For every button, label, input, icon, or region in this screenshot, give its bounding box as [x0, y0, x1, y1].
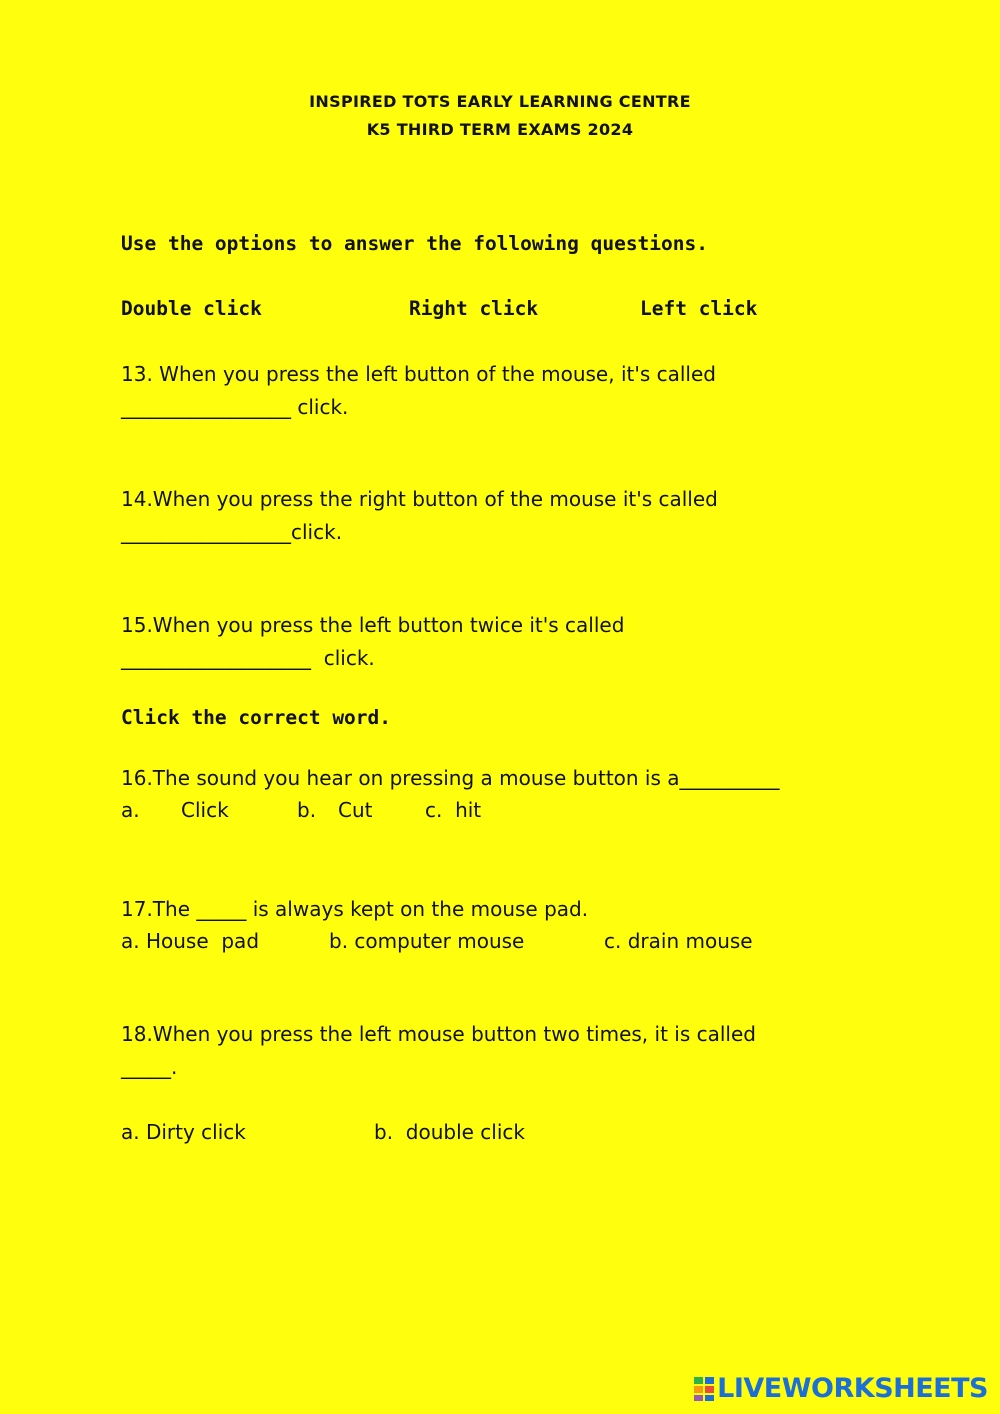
section1-instruction: Use the options to answer the following questions.	[121, 232, 708, 255]
question-17-text: 17.The _____ is always kept on the mouse pad.	[121, 897, 589, 921]
question-13-text: 13. When you press the left button of the mouse, it's called	[121, 362, 716, 386]
option-left-click: Left click	[640, 297, 758, 320]
question-15-blank[interactable]: ___________________ click.	[121, 646, 375, 670]
question-18-choice-a[interactable]: a. Dirty click	[121, 1120, 246, 1144]
question-16-choice-b-label: b.	[297, 798, 317, 822]
question-17-choice-b[interactable]: b. computer mouse	[329, 929, 525, 953]
question-14-text: 14.When you press the right button of the mouse it's called	[121, 487, 718, 511]
question-14-blank[interactable]: _________________click.	[121, 520, 343, 544]
liveworksheets-badge-icon	[693, 1376, 715, 1402]
question-18-choice-b[interactable]: b. double click	[374, 1120, 525, 1144]
option-right-click: Right click	[409, 297, 539, 320]
school-name: INSPIRED TOTS EARLY LEARNING CENTRE	[309, 92, 691, 111]
question-16-text: 16.The sound you hear on pressing a mouse button is a__________	[121, 766, 780, 790]
question-16-choice-a-label: a.	[121, 798, 140, 822]
question-16-choice-c[interactable]: c. hit	[425, 798, 482, 822]
question-17-choice-c[interactable]: c. drain mouse	[604, 929, 753, 953]
question-16-choice-a[interactable]: Click	[181, 798, 229, 822]
option-double-click: Double click	[121, 297, 262, 320]
section2-instruction: Click the correct word.	[121, 706, 392, 729]
question-17-choice-a[interactable]: a. House pad	[121, 929, 260, 953]
question-18-blank[interactable]: _____.	[121, 1055, 178, 1079]
question-16-choice-b[interactable]: Cut	[338, 798, 373, 822]
question-13-blank[interactable]: _________________ click.	[121, 395, 349, 419]
exam-title: K5 THIRD TERM EXAMS 2024	[366, 120, 634, 139]
liveworksheets-logo	[693, 1373, 988, 1404]
liveworksheets-wordmark: LIVEWORKSHEETS	[717, 1373, 988, 1404]
question-15-text: 15.When you press the left button twice it's called	[121, 613, 625, 637]
question-18-text: 18.When you press the left mouse button two times, it is called	[121, 1022, 756, 1046]
